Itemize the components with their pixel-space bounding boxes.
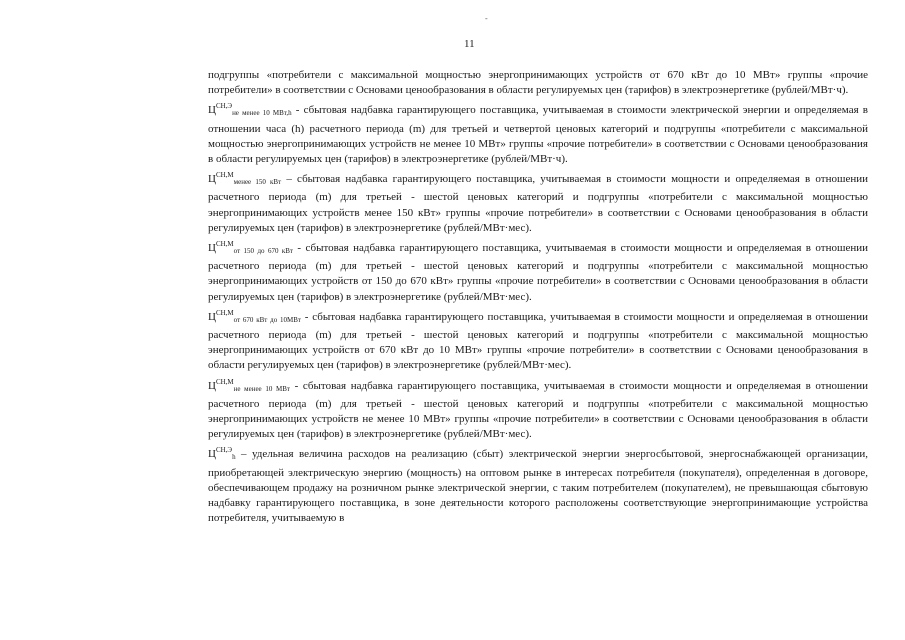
- formula-superscript: СН,М: [215, 308, 234, 317]
- paragraph-text: подгруппы «потребители с максимальной мощностью энергопринимающих устройств от 670 кВт до 10 МВт» группы «прочие потребители» в соответствии с Основами ценообразования в области регулируемых цен (тарифов) в электроэнергетике (рублей/МВт·ч).: [208, 69, 868, 97]
- formula-subscript: от 150 до 670 кВт: [233, 247, 293, 256]
- paragraph-text: – удельная величина расходов на реализацию (сбыт) электрической энергии энергосбытовой, энергоснабжающей организации, приобретающей электрическую энергию (мощность) на оптовом рынке в интересах потребителя (покупателя), определенная в договоре, обеспечивающем продажу на розничном рынке электрической энергии, с таким потребителем (покупателем), не превышающая сбытовую надбавку гарантирующего поставщика, в зоне деятельности которого расположены соответствующие энергопринимающие устройства потребителя, учитываемую в: [208, 448, 868, 525]
- page-number: 11: [464, 38, 475, 50]
- definition-paragraph: [208, 168, 868, 236]
- formula-subscript: h: [232, 453, 236, 462]
- definition-paragraph: [208, 99, 868, 167]
- formula-superscript: СН,М: [215, 377, 234, 386]
- formula-symbol: Ц: [208, 104, 216, 117]
- formula-symbol: Ц: [208, 310, 216, 323]
- paragraph-text: – сбытовая надбавка гарантирующего поставщика, учитываемая в стоимости мощности и определяемая в отношении расчетного периода (m) для третьей - шестой ценовых категорий и подгруппы «потребители с максимальной мощностью энергопринимающих устройств менее 150 кВт» группы «прочие потребители» в соответствии с Основами ценообразования в области регулируемых цен (тарифов) в электроэнергетике (рублей/МВт·мес).: [208, 173, 868, 234]
- paragraph-continuation: [208, 68, 868, 98]
- paragraph-text: - сбытовая надбавка гарантирующего поставщика, учитываемая в стоимости электрической энергии и определяемая в отношении часа (h) расчетного периода (m) для третьей и четвертой ценовых категорий и подгруппы «потребители с максимальной мощностью энергопринимающих устройств не менее 10 МВт» группы «прочие потребители» в соответствии с Основами ценообразования в области регулируемых цен (тарифов) в электроэнергетике (рублей/МВт·ч).: [208, 104, 868, 166]
- formula-superscript: СН,Э: [215, 102, 233, 111]
- formula-subscript: не менее 10 МВт,h: [232, 109, 292, 118]
- document-body: [208, 68, 868, 527]
- definition-paragraph: [208, 237, 868, 305]
- formula-subscript: менее 150 кВт: [233, 178, 282, 187]
- definition-paragraph: [208, 375, 868, 443]
- definition-paragraph: [208, 306, 868, 374]
- page-mark: -: [485, 14, 488, 23]
- formula-superscript: СН,М: [215, 171, 234, 180]
- formula-superscript: СН,М: [215, 240, 234, 249]
- formula-superscript: СН,Э: [215, 446, 233, 455]
- formula-symbol: Ц: [208, 379, 216, 392]
- formula-symbol: Ц: [208, 448, 216, 461]
- paragraph-text: - сбытовая надбавка гарантирующего поставщика, учитываемая в стоимости мощности и определяемая в отношении расчетного периода (m) для третьей - шестой ценовых категорий и подгруппы «потребители с максимальной мощностью энергопринимающих устройств не менее 10 МВт» группы «прочие потребители» в соответствии с Основами ценообразования в области регулируемых цен (тарифов) в электроэнергетике (рублей/МВт·мес).: [208, 379, 868, 441]
- paragraph-text: - сбытовая надбавка гарантирующего поставщика, учитываемая в стоимости мощности и определяемая в отношении расчетного периода (m) для третьей - шестой ценовых категорий и подгруппы «потребители с максимальной мощностью энергопринимающих устройств от 150 до 670 кВт» группы «прочие потребители» в соответствии с Основами ценообразования в области регулируемых цен (тарифов) в электроэнергетике (рублей/МВт·мес).: [208, 242, 868, 303]
- paragraph-text: - сбытовая надбавка гарантирующего поставщика, учитываемая в стоимости мощности и определяемая в отношении расчетного периода (m) для третьей - шестой ценовых категорий и подгруппы «потребители с максимальной мощностью энергопринимающих устройств от 670 кВт до 10 МВт» группы «прочие потребители» в соответствии с Основами ценообразования в области регулируемых цен (тарифов) в электроэнергетике (рублей/МВт·мес).: [208, 310, 868, 372]
- formula-symbol: Ц: [208, 242, 216, 255]
- formula-subscript: от 670 кВт до 10МВт: [233, 315, 301, 324]
- definition-paragraph: [208, 443, 868, 526]
- formula-subscript: не менее 10 МВт: [233, 384, 290, 393]
- formula-symbol: Ц: [208, 173, 216, 186]
